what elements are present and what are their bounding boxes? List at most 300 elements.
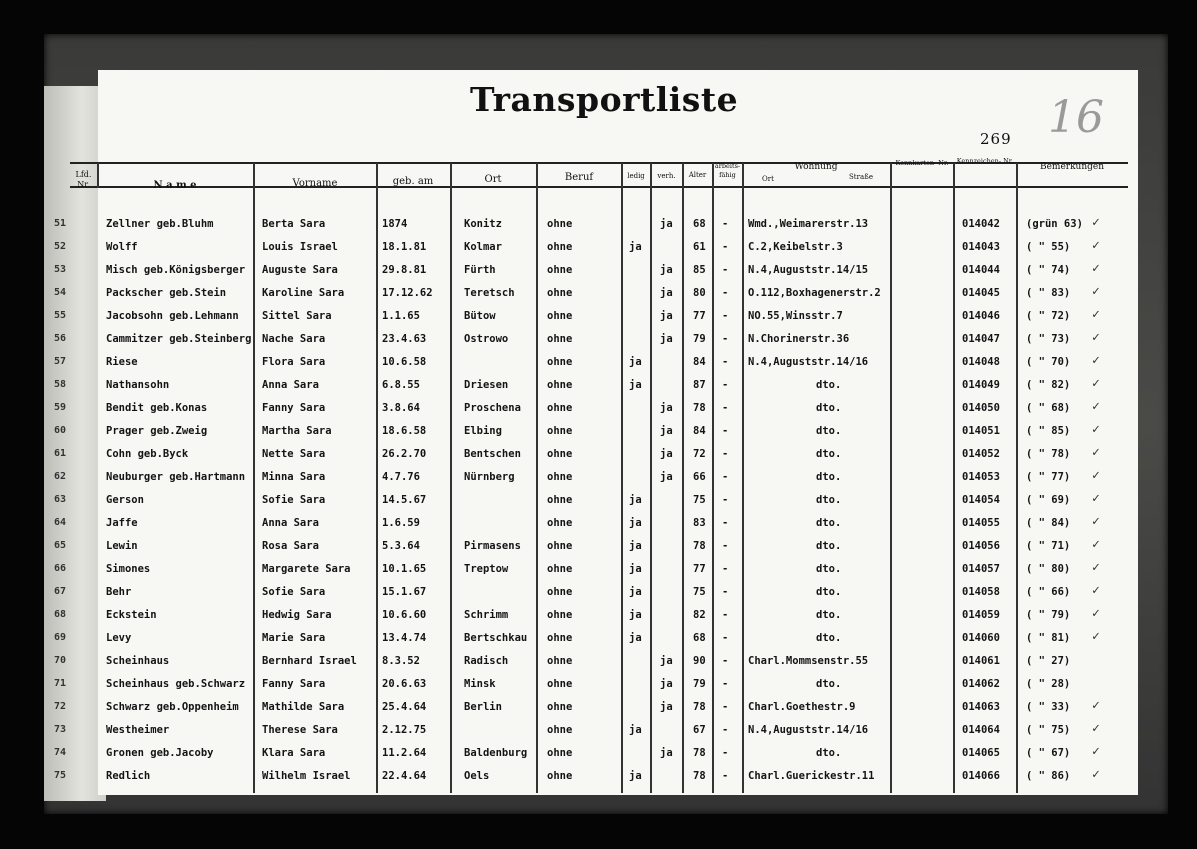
cell-ort: Teretsch [464,287,515,299]
cell-alter: 79 [693,333,706,345]
cell-arbeitsfaehig: - [722,356,729,368]
cell-vorname: Marie Sara [262,632,326,644]
cell-bemerkungen: ( " 70) [1026,356,1071,368]
cell-alter: 80 [693,287,706,299]
cell-ledig: ja [629,356,642,368]
cell-geb-am: 20.6.63 [382,678,427,690]
cell-ledig: ja [629,540,642,552]
cell-ledig: ja [629,724,642,736]
checkmark-icon: ✓ [1092,744,1100,759]
cell-bemerkungen: ( " 75) [1026,724,1071,736]
cell-vorname: Martha Sara [262,425,332,437]
checkmark-icon: ✓ [1092,238,1100,253]
cell-verh: ja [660,448,673,460]
cell-ort: Nürnberg [464,471,515,483]
col-divider [376,163,378,793]
cell-alter: 68 [693,632,706,644]
cell-verh: ja [660,655,673,667]
cell-arbeitsfaehig: - [722,471,729,483]
cell-bemerkungen: ( " 33) [1026,701,1071,713]
cell-name: Schwarz geb.Oppenheim [106,701,239,713]
cell-ledig: ja [629,632,642,644]
checkmark-icon: ✓ [1092,353,1100,368]
cell-ort: Bertschkau [464,632,528,644]
cell-alter: 90 [693,655,706,667]
checkmark-icon: ✓ [1092,698,1100,713]
cell-ort: Kolmar [464,241,502,253]
cell-bemerkungen: ( " 79) [1026,609,1071,621]
cell-lfd-nr: 53 [54,264,67,275]
cell-bemerkungen: ( " 69) [1026,494,1071,506]
cell-verh: ja [660,218,673,230]
cell-alter: 72 [693,448,706,460]
cell-beruf: ohne [547,448,573,460]
cell-verh: ja [660,471,673,483]
header-kennkarten-nr: Kennkarten- Nr. [895,159,949,167]
cell-wohnung: dto. [816,632,842,644]
cell-kennzeichen: 014045 [962,287,1000,299]
cell-alter: 78 [693,402,706,414]
cell-wohnung: N.4,Auguststr.14/16 [748,724,869,736]
cell-bemerkungen: ( " 85) [1026,425,1071,437]
cell-verh: ja [660,425,673,437]
cell-lfd-nr: 71 [54,678,67,689]
cell-alter: 78 [693,701,706,713]
cell-beruf: ohne [547,563,573,575]
cell-arbeitsfaehig: - [722,287,729,299]
cell-geb-am: 13.4.74 [382,632,427,644]
cell-lfd-nr: 74 [54,747,67,758]
cell-name: Westheimer [106,724,170,736]
handwritten-number: 16 [1048,92,1104,143]
header-name: N a m e [153,180,197,191]
cell-beruf: ohne [547,609,573,621]
cell-lfd-nr: 55 [54,310,67,321]
cell-vorname: Sofie Sara [262,586,326,598]
cell-arbeitsfaehig: - [722,218,729,230]
cell-verh: ja [660,333,673,345]
page-number: 269 [980,130,1012,148]
cell-arbeitsfaehig: - [722,563,729,575]
cell-alter: 87 [693,379,706,391]
cell-alter: 84 [693,356,706,368]
cell-geb-am: 2.12.75 [382,724,427,736]
col-divider [742,163,744,793]
cell-name: Wolff [106,241,138,253]
cell-kennzeichen: 014054 [962,494,1000,506]
cell-ort: Ostrowo [464,333,509,345]
cell-name: Scheinhaus geb.Schwarz [106,678,246,690]
cell-verh: ja [660,701,673,713]
cell-arbeitsfaehig: - [722,310,729,322]
cell-vorname: Hedwig Sara [262,609,332,621]
cell-arbeitsfaehig: - [722,540,729,552]
cell-name: Bendit geb.Konas [106,402,208,414]
cell-kennzeichen: 014048 [962,356,1000,368]
col-divider [890,163,892,793]
cell-arbeitsfaehig: - [722,586,729,598]
cell-kennzeichen: 014046 [962,310,1000,322]
header-arbeitsfaehig: arbeits- fähig [714,162,741,179]
cell-bemerkungen: ( " 28) [1026,678,1071,690]
cell-geb-am: 18.1.81 [382,241,427,253]
header-wohnung-ort: Ort [762,175,774,183]
cell-wohnung: dto. [816,747,842,759]
cell-ledig: ja [629,379,642,391]
cell-kennzeichen: 014047 [962,333,1000,345]
cell-beruf: ohne [547,218,573,230]
cell-vorname: Klara Sara [262,747,326,759]
cell-name: Riese [106,356,138,368]
checkmark-icon: ✓ [1092,767,1100,782]
cell-kennzeichen: 014060 [962,632,1000,644]
cell-bemerkungen: ( " 67) [1026,747,1071,759]
header-bemerkungen: Bemerkungen [1039,162,1105,172]
cell-bemerkungen: ( " 73) [1026,333,1071,345]
cell-alter: 85 [693,264,706,276]
cell-beruf: ohne [547,402,573,414]
cell-beruf: ohne [547,632,573,644]
cell-wohnung: dto. [816,494,842,506]
cell-kennzeichen: 014042 [962,218,1000,230]
cell-beruf: ohne [547,494,573,506]
cell-geb-am: 18.6.58 [382,425,427,437]
header-verh: verh. [657,172,676,180]
checkmark-icon: ✓ [1092,606,1100,621]
cell-wohnung: Charl.Mommsenstr.55 [748,655,869,667]
cell-lfd-nr: 61 [54,448,67,459]
cell-lfd-nr: 59 [54,402,67,413]
cell-name: Lewin [106,540,138,552]
cell-wohnung: dto. [816,471,842,483]
cell-beruf: ohne [547,356,573,368]
cell-lfd-nr: 56 [54,333,67,344]
col-divider [953,163,955,793]
cell-ledig: ja [629,586,642,598]
cell-vorname: Mathilde Sara [262,701,345,713]
cell-name: Cohn geb.Byck [106,448,189,460]
cell-name: Redlich [106,770,151,782]
checkmark-icon: ✓ [1092,583,1100,598]
cell-name: Nathansohn [106,379,170,391]
cell-geb-am: 25.4.64 [382,701,427,713]
cell-ort: Oels [464,770,490,782]
cell-geb-am: 1.1.65 [382,310,420,322]
cell-geb-am: 11.2.64 [382,747,427,759]
cell-bemerkungen: ( " 86) [1026,770,1071,782]
cell-ort: Pirmasens [464,540,521,552]
cell-vorname: Margarete Sara [262,563,351,575]
cell-wohnung: dto. [816,678,842,690]
cell-lfd-nr: 65 [54,540,67,551]
cell-beruf: ohne [547,264,573,276]
cell-name: Scheinhaus [106,655,170,667]
cell-beruf: ohne [547,310,573,322]
cell-ort: Fürth [464,264,496,276]
cell-alter: 61 [693,241,706,253]
cell-bemerkungen: ( " 72) [1026,310,1071,322]
cell-name: Misch geb.Königsberger [106,264,246,276]
cell-wohnung: dto. [816,563,842,575]
cell-beruf: ohne [547,333,573,345]
checkmark-icon: ✓ [1092,422,1100,437]
checkmark-icon: ✓ [1092,514,1100,529]
col-divider [450,163,452,793]
cell-lfd-nr: 57 [54,356,67,367]
cell-bemerkungen: ( " 83) [1026,287,1071,299]
cell-geb-am: 3.8.64 [382,402,420,414]
checkmark-icon: ✓ [1092,307,1100,322]
checkmark-icon: ✓ [1092,721,1100,736]
cell-vorname: Flora Sara [262,356,326,368]
cell-alter: 78 [693,747,706,759]
cell-alter: 75 [693,494,706,506]
cell-lfd-nr: 73 [54,724,67,735]
cell-wohnung: N.4,Auguststr.14/16 [748,356,869,368]
cell-vorname: Fanny Sara [262,402,326,414]
cell-ort: Radisch [464,655,509,667]
cell-geb-am: 10.6.60 [382,609,427,621]
cell-ort: Baldenburg [464,747,528,759]
cell-vorname: Minna Sara [262,471,326,483]
cell-ort: Elbing [464,425,502,437]
cell-bemerkungen: ( " 55) [1026,241,1071,253]
cell-arbeitsfaehig: - [722,425,729,437]
cell-name: Packscher geb.Stein [106,287,227,299]
checkmark-icon: ✓ [1092,376,1100,391]
cell-geb-am: 6.8.55 [382,379,420,391]
col-divider [253,163,255,793]
cell-vorname: Fanny Sara [262,678,326,690]
checkmark-icon: ✓ [1092,560,1100,575]
cell-beruf: ohne [547,747,573,759]
checkmark-icon: ✓ [1092,445,1100,460]
cell-verh: ja [660,747,673,759]
checkmark-icon: ✓ [1092,399,1100,414]
cell-arbeitsfaehig: - [722,494,729,506]
cell-kennzeichen: 014049 [962,379,1000,391]
cell-name: Jaffe [106,517,138,529]
cell-geb-am: 15.1.67 [382,586,427,598]
cell-geb-am: 10.6.58 [382,356,427,368]
cell-arbeitsfaehig: - [722,701,729,713]
cell-kennzeichen: 014065 [962,747,1000,759]
cell-lfd-nr: 52 [54,241,67,252]
cell-kennzeichen: 014044 [962,264,1000,276]
cell-bemerkungen: (grün 63) [1026,218,1083,230]
cell-bemerkungen: ( " 27) [1026,655,1071,667]
document-title: Transportliste [470,80,739,119]
cell-ort: Konitz [464,218,502,230]
cell-kennzeichen: 014055 [962,517,1000,529]
header-wohnung: Wohnung [794,162,838,172]
header-ort: Ort [484,174,502,185]
cell-beruf: ohne [547,655,573,667]
cell-wohnung: N.4,Auguststr.14/15 [748,264,869,276]
cell-arbeitsfaehig: - [722,241,729,253]
cell-geb-am: 1.6.59 [382,517,420,529]
cell-arbeitsfaehig: - [722,724,729,736]
cell-beruf: ohne [547,241,573,253]
cell-ort: Driesen [464,379,509,391]
cell-verh: ja [660,402,673,414]
cell-kennzeichen: 014066 [962,770,1000,782]
cell-name: Simones [106,563,151,575]
col-divider [536,163,538,793]
cell-alter: 68 [693,218,706,230]
cell-name: Cammitzer geb.Steinberg [106,333,252,345]
cell-name: Gerson [106,494,144,506]
cell-wohnung: dto. [816,609,842,621]
cell-ort: Bütow [464,310,496,322]
cell-geb-am: 10.1.65 [382,563,427,575]
cell-geb-am: 29.8.81 [382,264,427,276]
cell-lfd-nr: 70 [54,655,67,666]
cell-wohnung: NO.55,Winsstr.7 [748,310,843,322]
cell-kennzeichen: 014050 [962,402,1000,414]
cell-bemerkungen: ( " 78) [1026,448,1071,460]
cell-arbeitsfaehig: - [722,517,729,529]
cell-kennzeichen: 014058 [962,586,1000,598]
cell-kennzeichen: 014051 [962,425,1000,437]
cell-verh: ja [660,310,673,322]
cell-beruf: ohne [547,379,573,391]
cell-name: Prager geb.Zweig [106,425,208,437]
col-divider [97,163,99,188]
cell-vorname: Anna Sara [262,517,319,529]
cell-vorname: Bernhard Israel [262,655,357,667]
cell-wohnung: Charl.Goethestr.9 [748,701,856,713]
cell-arbeitsfaehig: - [722,379,729,391]
cell-arbeitsfaehig: - [722,655,729,667]
cell-arbeitsfaehig: - [722,678,729,690]
cell-name: Eckstein [106,609,157,621]
header-ledig: ledig [627,172,645,180]
cell-kennzeichen: 014057 [962,563,1000,575]
cell-geb-am: 1874 [382,218,408,230]
cell-ledig: ja [629,770,642,782]
cell-arbeitsfaehig: - [722,448,729,460]
cell-name: Behr [106,586,132,598]
checkmark-icon: ✓ [1092,468,1100,483]
cell-lfd-nr: 75 [54,770,67,781]
cell-kennzeichen: 014053 [962,471,1000,483]
cell-vorname: Auguste Sara [262,264,338,276]
cell-arbeitsfaehig: - [722,264,729,276]
cell-alter: 82 [693,609,706,621]
cell-kennzeichen: 014059 [962,609,1000,621]
cell-wohnung: dto. [816,517,842,529]
cell-wohnung: dto. [816,448,842,460]
header-geb-am: geb. am [392,176,434,187]
cell-lfd-nr: 62 [54,471,67,482]
cell-verh: ja [660,678,673,690]
cell-ledig: ja [629,494,642,506]
cell-vorname: Therese Sara [262,724,338,736]
checkmark-icon: ✓ [1092,537,1100,552]
cell-ort: Proschena [464,402,521,414]
cell-alter: 78 [693,540,706,552]
cell-vorname: Nache Sara [262,333,326,345]
cell-wohnung: dto. [816,425,842,437]
cell-alter: 77 [693,310,706,322]
cell-verh: ja [660,287,673,299]
cell-kennzeichen: 014061 [962,655,1000,667]
cell-bemerkungen: ( " 68) [1026,402,1071,414]
checkmark-icon: ✓ [1092,629,1100,644]
col-divider [712,163,714,793]
cell-bemerkungen: ( " 66) [1026,586,1071,598]
header-kennzeichen-nr: Kennzeichen- Nr. [956,157,1014,165]
cell-alter: 83 [693,517,706,529]
cell-arbeitsfaehig: - [722,402,729,414]
checkmark-icon: ✓ [1092,491,1100,506]
cell-geb-am: 26.2.70 [382,448,427,460]
cell-name: Jacobsohn geb.Lehmann [106,310,239,322]
cell-alter: 79 [693,678,706,690]
cell-beruf: ohne [547,586,573,598]
cell-geb-am: 4.7.76 [382,471,420,483]
cell-arbeitsfaehig: - [722,632,729,644]
cell-kennzeichen: 014062 [962,678,1000,690]
cell-beruf: ohne [547,425,573,437]
cell-bemerkungen: ( " 80) [1026,563,1071,575]
cell-lfd-nr: 60 [54,425,67,436]
cell-lfd-nr: 69 [54,632,67,643]
cell-lfd-nr: 72 [54,701,67,712]
cell-lfd-nr: 67 [54,586,67,597]
cell-name: Neuburger geb.Hartmann [106,471,246,483]
cell-ort: Bentschen [464,448,521,460]
col-divider [1016,163,1018,793]
cell-wohnung: dto. [816,402,842,414]
cell-alter: 78 [693,770,706,782]
cell-alter: 66 [693,471,706,483]
cell-vorname: Wilhelm Israel [262,770,351,782]
cell-ledig: ja [629,609,642,621]
col-divider [650,163,652,793]
cell-beruf: ohne [547,701,573,713]
cell-name: Gronen geb.Jacoby [106,747,214,759]
cell-vorname: Sittel Sara [262,310,332,322]
cell-alter: 84 [693,425,706,437]
cell-alter: 77 [693,563,706,575]
header-wohnung-strasse: Straße [849,173,873,181]
header-vorname: Vorname [292,178,338,189]
cell-beruf: ohne [547,517,573,529]
cell-geb-am: 8.3.52 [382,655,420,667]
cell-lfd-nr: 63 [54,494,67,505]
cell-geb-am: 17.12.62 [382,287,433,299]
cell-wohnung: dto. [816,379,842,391]
cell-vorname: Berta Sara [262,218,326,230]
cell-vorname: Nette Sara [262,448,326,460]
cell-geb-am: 22.4.64 [382,770,427,782]
cell-bemerkungen: ( " 84) [1026,517,1071,529]
cell-bemerkungen: ( " 77) [1026,471,1071,483]
cell-bemerkungen: ( " 81) [1026,632,1071,644]
cell-wohnung: Charl.Guerickestr.11 [748,770,875,782]
cell-arbeitsfaehig: - [722,609,729,621]
cell-ort: Treptow [464,563,509,575]
cell-alter: 67 [693,724,706,736]
cell-beruf: ohne [547,678,573,690]
cell-arbeitsfaehig: - [722,747,729,759]
cell-ort: Berlin [464,701,502,713]
checkmark-icon: ✓ [1092,261,1100,276]
cell-bemerkungen: ( " 71) [1026,540,1071,552]
cell-geb-am: 14.5.67 [382,494,427,506]
